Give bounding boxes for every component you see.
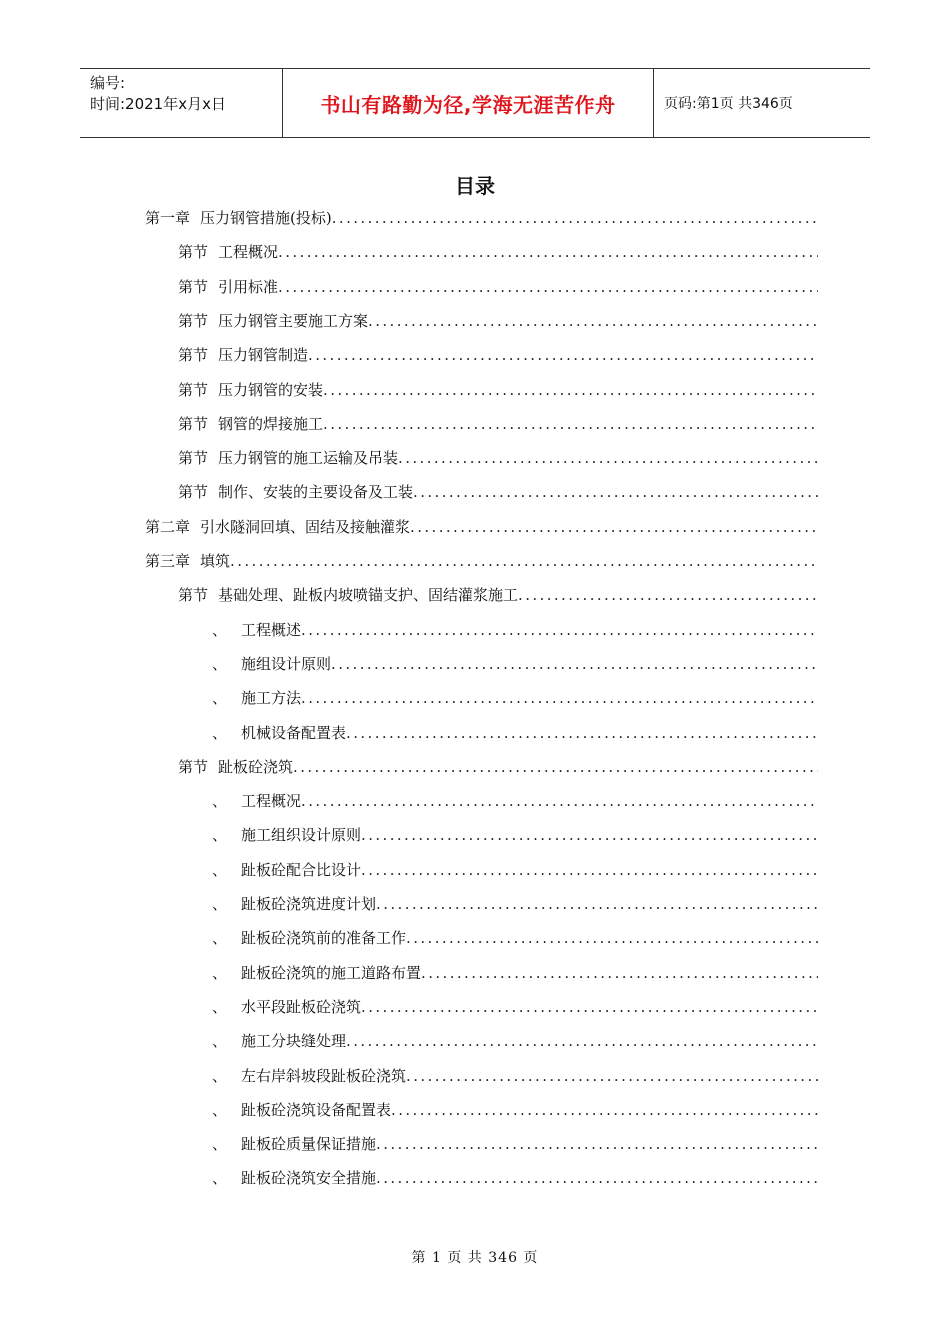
toc-entry-prefix: 、 [212,895,228,913]
toc-entry-prefix: 第节 [178,311,209,330]
toc-entry-prefix: 第节 [178,483,209,502]
toc-entry[interactable] [212,1062,818,1086]
toc-entry-label [212,963,421,983]
toc-entry-text: 压力钢管制造 [218,346,309,365]
toc-entry-prefix: 第节 [178,243,209,262]
toc-dot-leader [308,345,818,365]
toc-entry-label [212,688,301,708]
toc-dot-leader [323,414,818,434]
toc-entry-prefix: 、 [212,860,228,879]
toc-entry[interactable] [178,341,818,365]
toc-entry-prefix: 、 [212,997,228,1016]
toc-dot-leader [413,482,818,502]
toc-dot-leader [391,1100,818,1120]
toc-entry-prefix: 、 [212,792,228,811]
toc-entry[interactable] [212,1130,818,1154]
toc-entry-prefix: 第节 [178,586,209,605]
toc-dot-leader [376,894,818,914]
toc-entry-label [212,654,331,674]
toc-entry-label [212,1134,376,1154]
toc-entry-label [212,723,346,743]
toc-title: 目录 [455,174,495,198]
toc-entry[interactable] [212,684,818,708]
toc-entry-label [178,482,413,502]
time-label: 时间:2021年x月x日 [90,95,226,113]
toc-dot-leader [301,688,818,708]
toc-entry[interactable] [145,547,818,571]
toc-dot-leader [278,242,818,262]
toc-entry-prefix: 、 [212,620,228,639]
toc-entry-text: 机械设备配置表 [241,723,347,742]
toc-entry-text: 压力钢管主要施工方案 [218,311,369,330]
toc-dot-leader [368,311,818,331]
toc-dot-leader [361,860,818,880]
toc-entry-prefix: 、 [212,1066,228,1085]
toc-dot-leader [323,380,818,400]
toc-entry-text: 趾板砼浇筑进度计划 [241,895,377,913]
toc-entry[interactable] [178,376,818,400]
toc-entry-prefix: 第节 [178,380,209,399]
toc-entry-label [212,928,406,948]
toc-dot-leader [518,585,818,605]
toc-dot-leader [346,1031,818,1051]
toc-entry-label [212,997,361,1017]
toc-dot-leader [410,517,818,537]
toc-entry-text: 引用标准 [218,277,279,296]
toc-entry[interactable] [212,719,818,743]
page-header [80,68,870,138]
toc-dot-leader [406,1066,818,1086]
toc-entry-text: 工程概况 [218,243,279,262]
toc-dot-leader [293,757,818,777]
toc-entry-text: 钢管的焊接施工 [218,414,324,433]
toc-entry-label [212,620,301,640]
toc-dot-leader [361,997,818,1017]
toc-entry-label [145,208,332,228]
toc-entry-text: 施工分块缝处理 [241,1032,347,1051]
toc-entry[interactable] [178,273,818,297]
toc-entry-prefix: 第节 [178,449,209,468]
toc-entry-text: 趾板砼浇筑设备配置表 [241,1100,392,1119]
toc-entry-text: 趾板砼浇筑 [218,757,294,776]
toc-entry[interactable] [178,410,818,434]
toc-entry[interactable] [212,616,818,640]
toc-entry-prefix: 第二章 [145,517,191,536]
toc-dot-leader [376,1134,818,1154]
toc-entry-text: 施工方法 [241,689,302,708]
toc-entry[interactable] [145,204,818,228]
toc-entry-text: 引水隧洞回填、固结及接触灌浆 [200,517,411,536]
toc-entry[interactable] [178,581,818,605]
toc-entry-prefix: 第节 [178,757,209,776]
toc-entry[interactable] [178,307,818,331]
toc-entry-label [212,791,301,811]
toc-entry[interactable] [178,753,818,777]
toc-entry-label [178,311,368,331]
toc-entry-label [178,345,308,365]
toc-entry[interactable] [212,856,818,880]
toc-entry-prefix: 、 [212,963,228,982]
toc-entry-text: 趾板砼浇筑安全措施 [241,1169,377,1188]
header-motto: 书山有路勤为径,学海无涯苦作舟 [282,69,654,137]
toc-entry[interactable] [212,650,818,674]
toc-entry-prefix: 、 [212,654,228,673]
toc-entry-label [178,757,293,777]
toc-entry-text: 制作、安装的主要设备及工装 [218,483,414,502]
header-meta [80,69,282,137]
toc-entry-label [178,380,323,400]
toc-entry-label [145,551,230,571]
toc-entry[interactable] [145,513,818,537]
toc-entry-prefix: 、 [212,1100,228,1119]
toc-dot-leader [421,963,818,983]
toc-entry-prefix: 、 [212,929,228,948]
toc-entry-text: 基础处理、趾板内坡喷锚支护、固结灌浆施工 [218,586,519,605]
toc-entry-text: 压力钢管的施工运输及吊装 [218,449,399,468]
toc-entry-prefix: 、 [212,689,228,708]
toc-entry-prefix: 、 [212,1135,228,1154]
toc-dot-leader [346,723,818,743]
toc-entry-text: 左右岸斜坡段趾板砼浇筑 [241,1066,407,1085]
toc-entry-label [178,414,323,434]
toc-entry[interactable] [212,993,818,1017]
toc-entry-label [212,1100,391,1120]
toc-entry-prefix: 、 [212,723,228,742]
toc-entry-text: 工程概况 [241,792,302,811]
toc-entry[interactable] [212,787,818,811]
toc-dot-leader [361,825,818,845]
toc-entry-prefix: 第节 [178,414,209,433]
toc-entry-text: 趾板砼配合比设计 [241,860,362,879]
toc-entry[interactable] [212,959,818,983]
toc-entry-label [212,1031,346,1051]
toc-entry-prefix: 、 [212,1169,228,1188]
toc-entry[interactable] [212,1164,818,1188]
toc-entry-prefix: 第节 [178,346,209,365]
toc-entry-label [178,585,518,605]
toc-entry-text: 水平段趾板砼浇筑 [241,997,362,1016]
toc-entry[interactable] [212,1027,818,1051]
toc-entry-label [178,448,398,468]
toc-entry-text: 施组设计原则 [241,654,332,673]
toc-entry-prefix: 第三章 [145,552,191,570]
toc-entry-text: 压力钢管的安装 [218,380,324,399]
toc-dot-leader [331,654,818,674]
toc-entry[interactable] [178,444,818,468]
toc-entry-text: 施工组织设计原则 [241,826,362,845]
toc-entry-text: 填筑 [200,552,231,570]
toc-entry-prefix: 第节 [178,277,209,296]
header-page-info: 页码:第1页 共346页 [664,96,793,112]
toc-entry[interactable] [178,478,818,502]
toc-entry-text: 压力钢管措施(投标) [200,209,332,227]
toc-entry-label [212,825,361,845]
toc-dot-leader [398,448,818,468]
toc-entry-label [212,894,376,914]
toc-dot-leader [230,551,818,571]
toc-entry-label [145,517,410,537]
toc-entry-text: 趾板砼浇筑的施工道路布置 [241,963,422,982]
toc-entry-label [212,1168,376,1188]
toc-entry-text: 趾板砼质量保证措施 [241,1135,377,1154]
toc-entry-label [178,277,278,297]
code-label: 编号: [90,74,126,92]
toc-entry[interactable] [212,924,818,948]
toc-entry-prefix: 、 [212,826,228,845]
toc-entry-label [212,1066,406,1086]
toc-entry[interactable] [212,821,818,845]
toc-dot-leader [406,928,818,948]
toc-dot-leader [278,277,818,297]
toc-entry-prefix: 、 [212,1032,228,1051]
toc-entry[interactable] [178,238,818,262]
toc-entry-text: 工程概述 [241,620,302,639]
toc-entry-prefix: 第一章 [145,209,191,227]
page-footer: 第 1 页 共 346 页 [411,1250,539,1266]
toc-dot-leader [301,791,818,811]
toc-dot-leader [301,620,818,640]
toc-dot-leader [332,208,818,228]
toc-entry[interactable] [212,890,818,914]
toc-entry[interactable] [212,1096,818,1120]
toc-entry-text: 趾板砼浇筑前的准备工作 [241,929,407,948]
toc-entry-label [212,860,361,880]
toc-dot-leader [376,1168,818,1188]
toc-entry-label [178,242,278,262]
